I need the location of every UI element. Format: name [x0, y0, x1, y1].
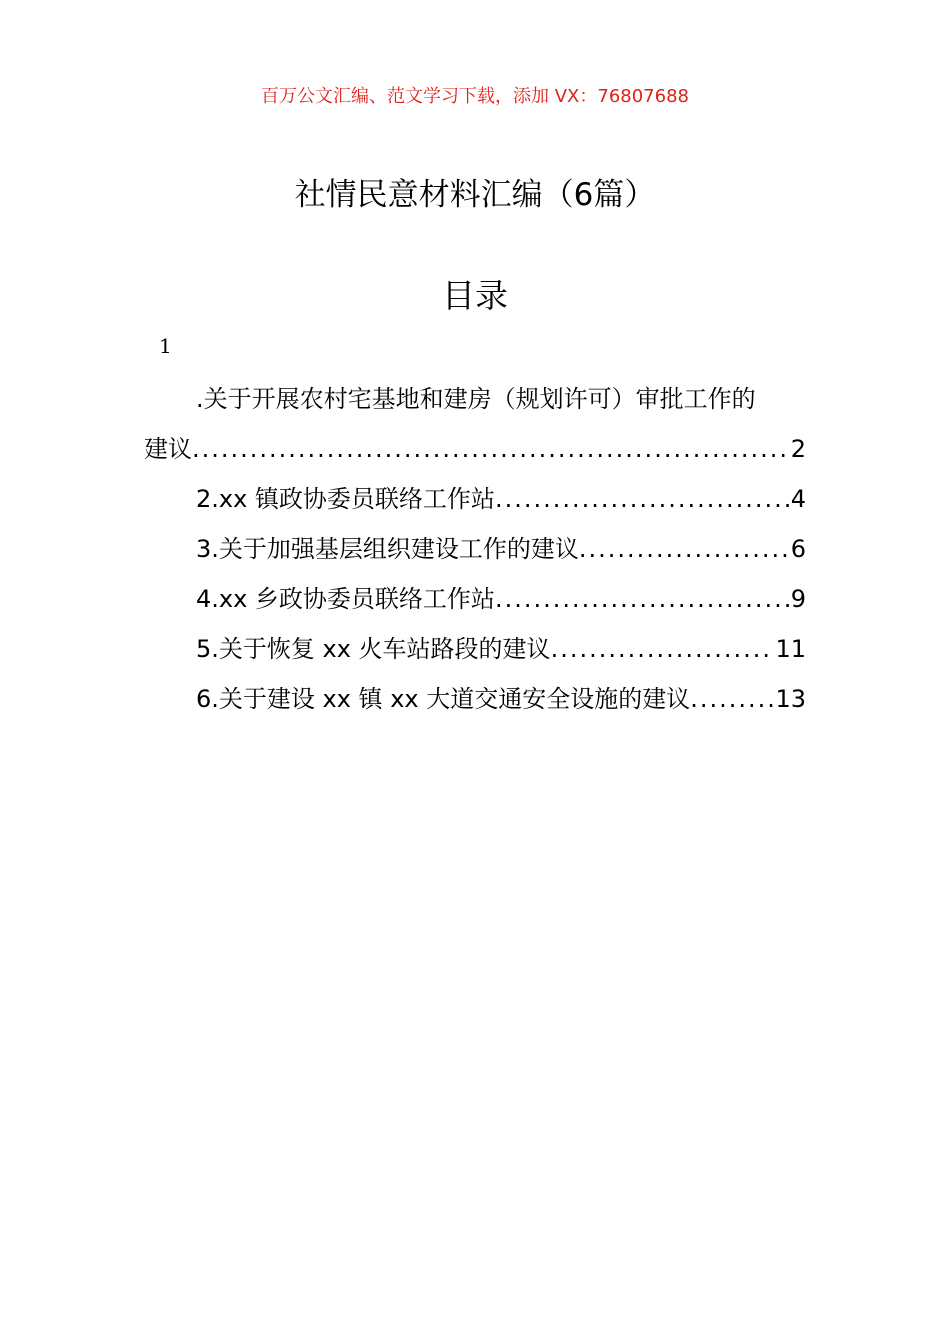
- toc-page-number: 4: [790, 485, 806, 513]
- toc-page-number: 13: [775, 685, 806, 713]
- table-of-contents: [144, 374, 806, 724]
- toc-entry-title: .关于开展农村宅基地和建房（规划许可）审批工作的: [196, 385, 756, 413]
- toc-entry-1-line-2[interactable]: [144, 424, 806, 474]
- document-title: 社情民意材料汇编（6篇）: [294, 177, 656, 213]
- toc-leader-dots: [495, 474, 789, 524]
- toc-leader-dots: [579, 524, 789, 574]
- toc-leader-dots: [690, 674, 773, 724]
- toc-entry-1-line-1[interactable]: [144, 374, 806, 424]
- toc-entry-title: 建议: [144, 435, 192, 463]
- toc-entry-title: 4.xx 乡政协委员联络工作站: [196, 585, 495, 613]
- toc-page-number: 6: [790, 535, 806, 563]
- list-number: 1: [159, 334, 172, 358]
- toc-leader-dots: [192, 424, 789, 474]
- toc-heading: 目录: [442, 276, 508, 315]
- toc-entry-title: 3.关于加强基层组织建设工作的建议: [196, 535, 579, 563]
- toc-page-number: 11: [775, 635, 806, 663]
- toc-entry-title: 2.xx 镇政协委员联络工作站: [196, 485, 495, 513]
- toc-entry-2[interactable]: [144, 474, 806, 524]
- toc-entry-title: 6.关于建设 xx 镇 xx 大道交通安全设施的建议: [196, 685, 691, 713]
- toc-entry-5[interactable]: [144, 624, 806, 674]
- toc-page-number: 2: [790, 435, 806, 463]
- toc-page-number: 9: [790, 585, 806, 613]
- toc-entry-4[interactable]: [144, 574, 806, 624]
- toc-entry-title: 5.关于恢复 xx 火车站路段的建议: [196, 635, 551, 663]
- toc-entry-3[interactable]: [144, 524, 806, 574]
- toc-leader-dots: [495, 574, 789, 624]
- toc-entry-6[interactable]: [144, 674, 806, 724]
- toc-leader-dots: [551, 624, 774, 674]
- header-note: 百万公文汇编、范文学习下载，添加 VX：76807688: [261, 86, 689, 107]
